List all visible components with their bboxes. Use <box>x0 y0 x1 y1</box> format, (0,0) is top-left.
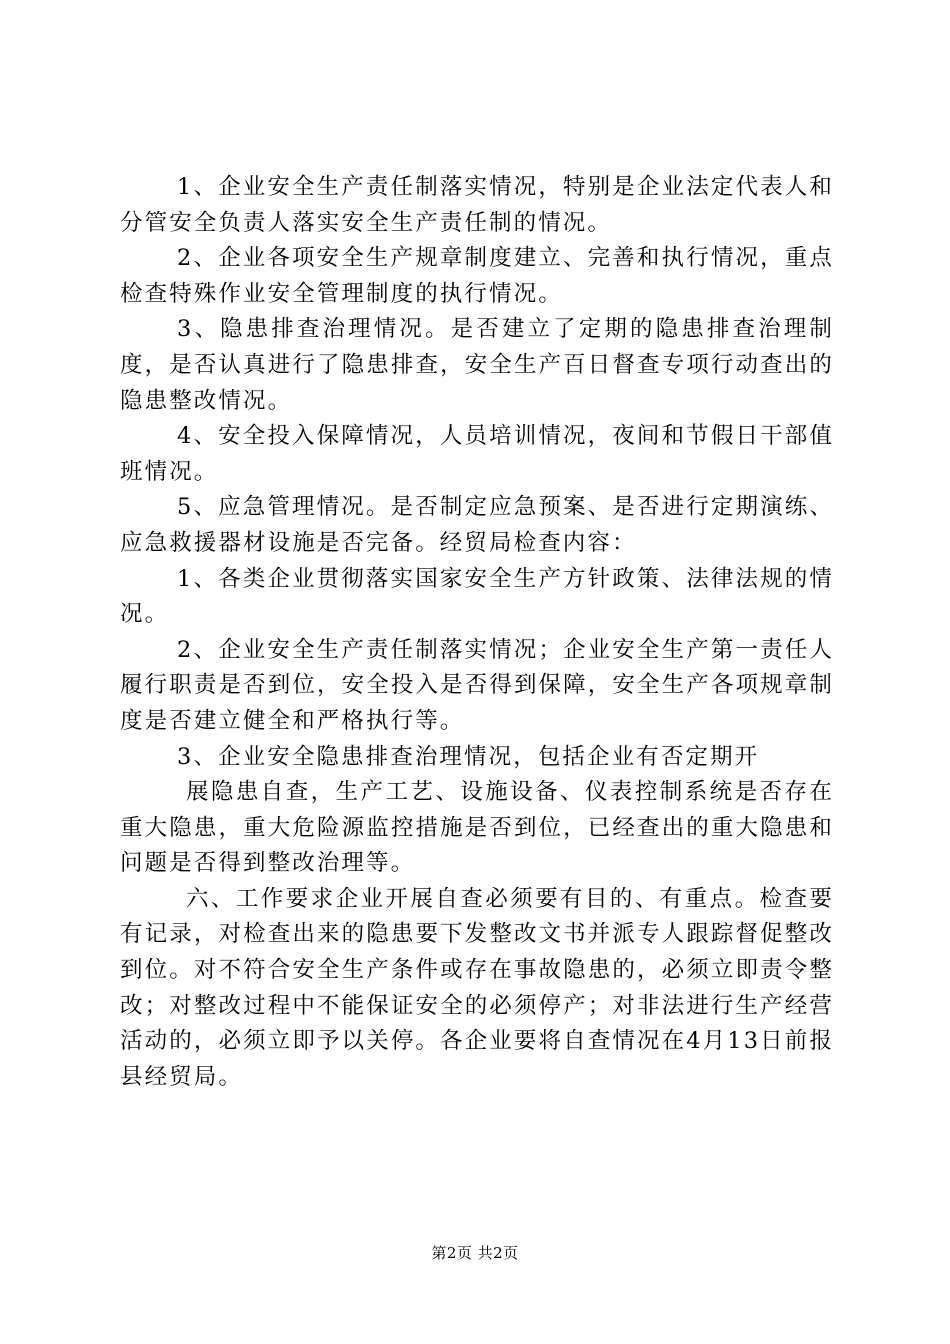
paragraph-6: 1、各类企业贯彻落实国家安全生产方针政策、法律法规的情况。 <box>120 565 834 628</box>
paragraph-1: 1、企业安全生产责任制落实情况，特别是企业法定代表人和分管安全负责人落实安全生产责任制的情况。 <box>120 174 834 236</box>
paragraph-7: 2、企业安全生产责任制落实情况；企业安全生产第一责任人履行职责是否到位，安全投入是否得到保障，安全生产各项规章制度是否建立健全和严格执行等。 <box>120 636 834 734</box>
paragraph-2: 2、企业各项安全生产规章制度建立、完善和执行情况，重点检查特殊作业安全管理制度的执行情况。 <box>120 245 834 307</box>
paragraph-3: 3、隐患排查治理情况。是否建立了定期的隐患排查治理制度，是否认真进行了隐患排查，安全生产百日督查专项行动查出的隐患整改情况。 <box>120 316 834 414</box>
paragraph-4: 4、安全投入保障情况，人员培训情况，夜间和节假日干部值班情况。 <box>120 423 834 485</box>
paragraph-8: 3、企业安全隐患排查治理情况，包括企业有否定期开 <box>177 743 760 770</box>
paragraph-10: 六、工作要求企业开展自查必须要有目的、有重点。检查要有记录，对检查出来的隐患要下发整改文书并派专人跟踪督促整改到位。对不符合安全生产条件或存在事故隐患的，必须立即责令整改；对整改过程中不能保证安全的必须停产；对非法进行生产经营活动的，必须立即予以关停。各企业要将自查情况在4月13日前报县经贸局。 <box>120 885 834 1090</box>
document-body <box>120 170 834 1095</box>
paragraph-5: 5、应急管理情况。是否制定应急预案、是否进行定期演练、应急救援器材设施是否完备。经贸局检查内容： <box>120 494 834 556</box>
paragraph-9: 展隐患自查，生产工艺、设施设备、仪表控制系统是否存在重大隐患，重大危险源监控措施是否到位，已经查出的重大隐患和问题是否得到整改治理等。 <box>120 779 834 877</box>
page-footer: 第2页 共2页 <box>431 1244 519 1262</box>
